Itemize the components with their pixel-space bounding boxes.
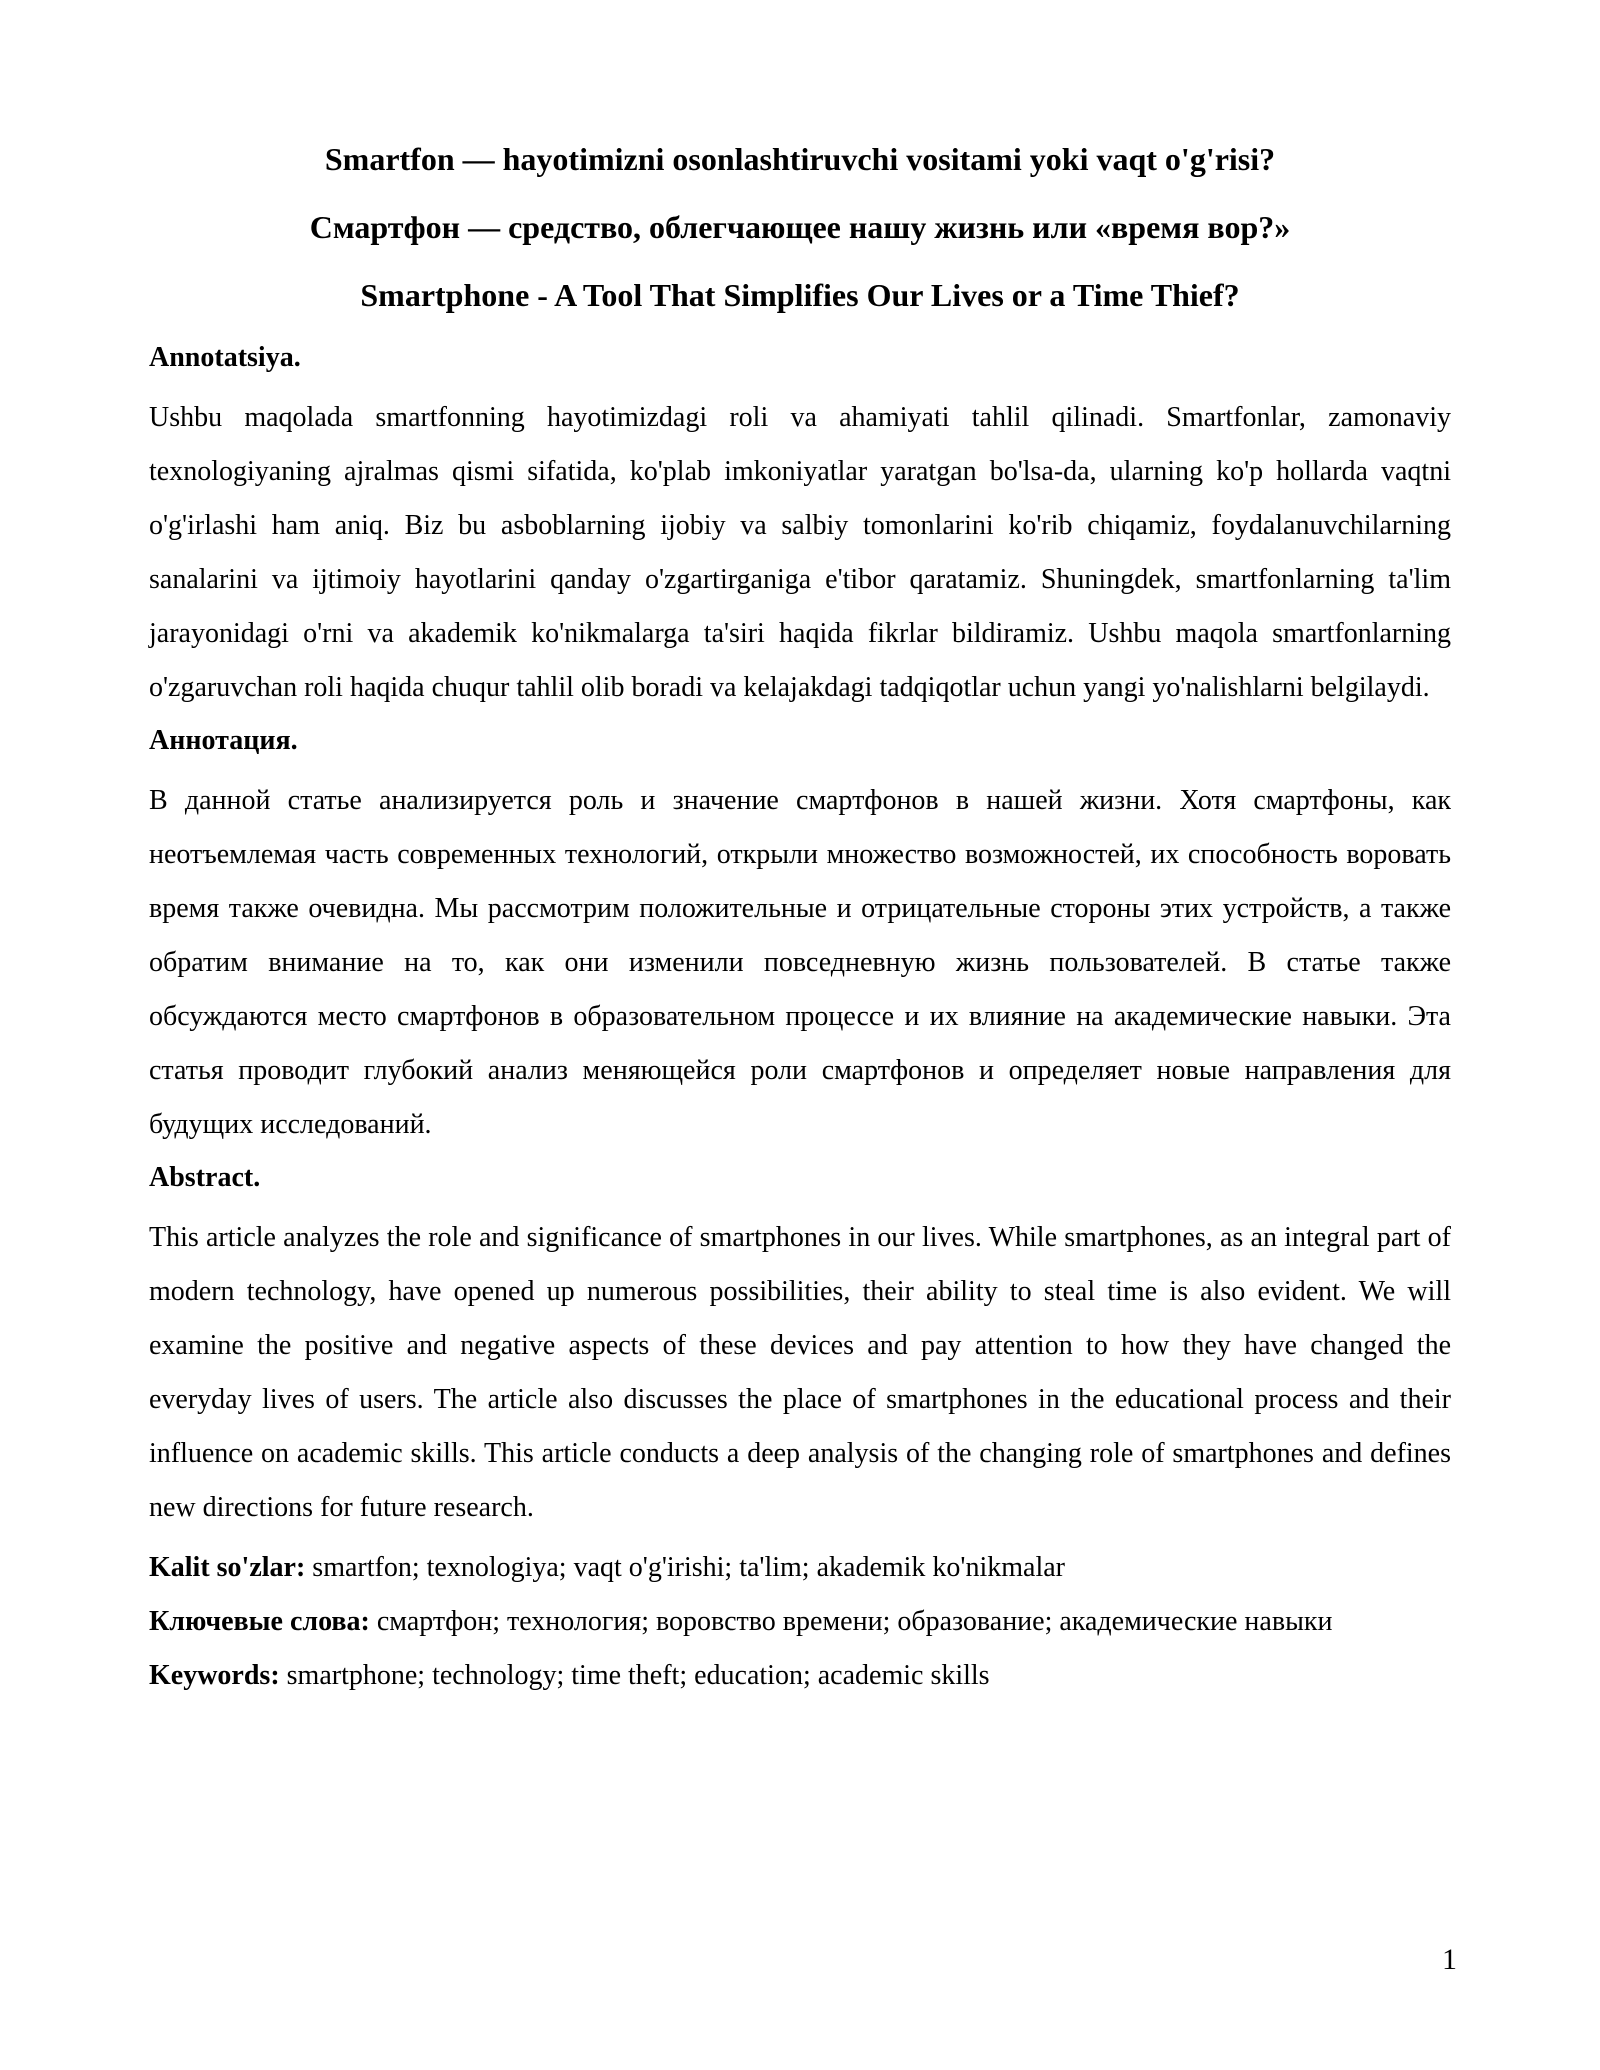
- title-english: Smartphone - A Tool That Simplifies Our Lives or a Time Thief?: [360, 277, 1240, 313]
- title-russian: Смартфон — средство, облегчающее нашу жизнь или «время вор?»: [309, 209, 1291, 245]
- abstract-heading-english: Abstract.: [149, 1162, 261, 1193]
- keywords-list-uzbek: smartfon; texnologiya; vaqt o'g'irishi; ta'lim; akademik ko'nikmalar: [305, 1552, 1065, 1583]
- keywords-list-english: smartphone; technology; time theft; education; academic skills: [279, 1660, 990, 1691]
- keywords-uzbek: [149, 1541, 1451, 1595]
- abstract-heading-russian: Аннотация.: [149, 725, 298, 756]
- abstract-text-uzbek: Ushbu maqolada smartfonning hayotimizdagi roli va ahamiyati tahlil qilinadi. Smartfonlar, zamonaviy texnologiyaning ajralmas qismi sifatida, ko'plab imkoniyatlar yaratgan bo'lsa-da, ularning ko'p hollarda vaqtni o'g'irlashi ham aniq. Biz bu asboblarning ijobiy va salbiy tomonlarini ko'rib chiqamiz, foydalanuvchilarning sanalarini va ijtimoiy hayotlarini qanday o'zgartirganiga e'tibor qaratamiz. Shuningdek, smartfonlarning ta'lim jarayonidagi o'rni va akademik ko'nikmalarga ta'siri haqida fikrlar bildiramiz. Ushbu maqola smartfonlarning o'zgaruvchan roli haqida chuqur tahlil olib boradi va kelajakdagi tadqiqotlar uchun yangi yo'nalishlarni belgilaydi.: [149, 402, 1451, 703]
- keywords-list-russian: смартфон; технология; воровство времени; образование; академические навыки: [369, 1606, 1333, 1637]
- keywords-russian: [149, 1595, 1451, 1649]
- keywords-label-english: Keywords:: [149, 1660, 280, 1691]
- page-content: [149, 138, 1451, 1703]
- abstract-heading-uzbek: Annotatsiya.: [149, 342, 301, 373]
- page-number: 1: [1442, 1943, 1457, 1976]
- keywords-label-uzbek: Kalit so'zlar:: [149, 1552, 306, 1583]
- keywords-label-russian: Ключевые слова:: [149, 1606, 370, 1637]
- title-uzbek: Smartfon — hayotimizni osonlashtiruvchi vositami yoki vaqt o'g'risi?: [324, 141, 1276, 177]
- keywords-english: [149, 1649, 1451, 1703]
- abstract-text-english: This article analyzes the role and significance of smartphones in our lives. While smartphones, as an integral part of modern technology, have opened up numerous possibilities, their ability to steal time is also evident. We will examine the positive and negative aspects of these devices and pay attention to how they have changed the everyday lives of users. The article also discusses the place of smartphones in the educational process and their influence on academic skills. This article conducts a deep analysis of the changing role of smartphones and defines new directions for future research.: [149, 1222, 1451, 1523]
- abstract-text-russian: В данной статье анализируется роль и значение смартфонов в нашей жизни. Хотя смартфоны, как неотъемлемая часть современных технологий, открыли множество возможностей, их способность воровать время также очевидна. Мы рассмотрим положительные и отрицательные стороны этих устройств, а также обратим внимание на то, как они изменили повседневную жизнь пользователей. В статье также обсуждаются место смартфонов в образовательном процессе и их влияние на академические навыки. Эта статья проводит глубокий анализ меняющейся роли смартфонов и определяет новые направления для будущих исследований.: [149, 785, 1451, 1140]
